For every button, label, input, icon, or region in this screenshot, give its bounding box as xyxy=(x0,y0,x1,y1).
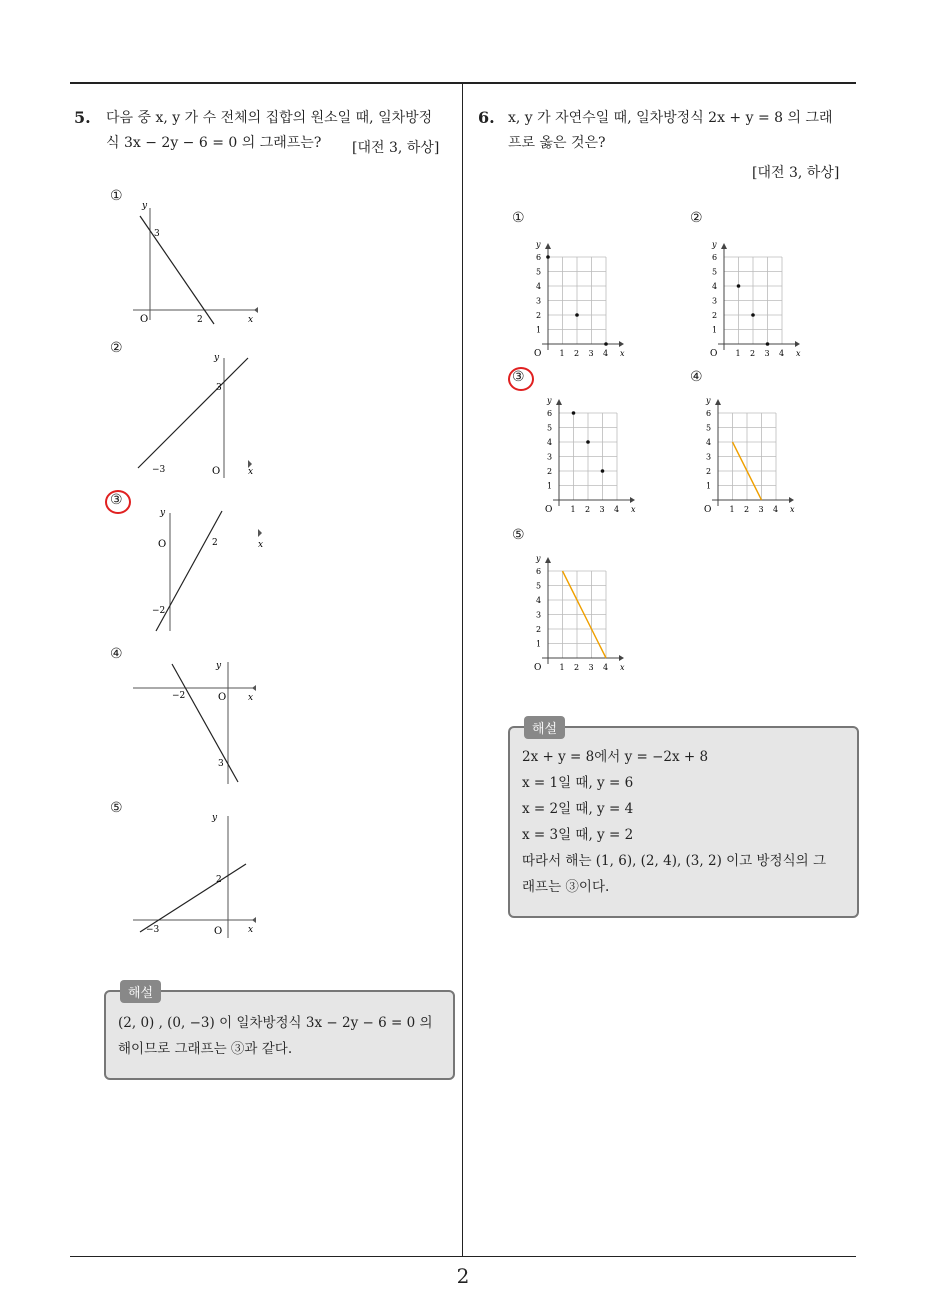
y-tick-label: 6 xyxy=(536,567,542,576)
data-point xyxy=(737,284,741,288)
column-divider xyxy=(462,84,463,1256)
q5-graph-1 xyxy=(128,198,268,328)
y-tick-label: 5 xyxy=(547,423,553,433)
x-label: x xyxy=(248,925,254,935)
q5-meta: [대전 3, 하상] xyxy=(352,140,440,156)
origin-label: O xyxy=(212,466,221,477)
q6-option-5[interactable]: ⑤ xyxy=(512,527,525,543)
x-axis-arrow xyxy=(258,529,262,537)
y-label: y xyxy=(712,240,717,249)
y-tick-label: 3 xyxy=(536,296,542,306)
y-tick-label: 5 xyxy=(536,267,542,277)
x-axis-arrow xyxy=(789,497,794,503)
y-label: y xyxy=(214,353,220,363)
y-axis-arrow xyxy=(545,243,551,249)
q5-option-1[interactable]: ① xyxy=(110,188,123,204)
y-tick-label: 6 xyxy=(547,409,553,418)
x-axis-arrow xyxy=(619,655,624,661)
x-axis-arrow xyxy=(252,917,256,923)
x-tick-label: 3 xyxy=(599,505,605,512)
data-point xyxy=(766,342,770,346)
q5-option-2[interactable]: ② xyxy=(110,340,123,356)
q5-option-5[interactable]: ⑤ xyxy=(110,800,123,816)
data-point xyxy=(751,313,755,317)
x-tick-label: 4 xyxy=(614,505,620,512)
x-tick-label: 2 xyxy=(574,663,580,670)
q6-option-2[interactable]: ② xyxy=(690,210,703,226)
x-label: x xyxy=(248,693,254,703)
top-rule xyxy=(70,82,856,84)
q5-graph-4 xyxy=(128,658,268,788)
q6-graph-4 xyxy=(700,382,815,512)
y-tick-label: 1 xyxy=(706,481,712,491)
x-label: x xyxy=(796,349,801,356)
q5-graph-3 xyxy=(128,505,278,635)
x-intercept-label: −2 xyxy=(172,691,186,701)
data-point xyxy=(604,342,608,346)
bottom-rule xyxy=(70,1256,856,1257)
data-point xyxy=(546,255,550,259)
q5-solution-box xyxy=(104,990,455,1080)
q5-option-3[interactable]: ③ xyxy=(110,492,123,508)
x-tick-label: 3 xyxy=(764,349,770,356)
y-tick-label: 2 xyxy=(706,467,712,476)
q6-meta: [대전 3, 하상] xyxy=(752,165,840,181)
origin-label: O xyxy=(534,349,542,356)
q6-option-3[interactable]: ③ xyxy=(512,369,525,385)
x-axis-arrow xyxy=(619,341,624,347)
x-tick-label: 1 xyxy=(729,505,735,512)
x-tick-label: 1 xyxy=(559,349,565,356)
x-label: x xyxy=(258,540,264,550)
y-label: y xyxy=(547,396,552,405)
y-tick-label: 6 xyxy=(706,409,712,418)
x-tick-label: 1 xyxy=(735,349,741,356)
y-tick-label: 2 xyxy=(547,467,553,476)
y-tick-label: 1 xyxy=(536,639,542,649)
y-tick-label: 6 xyxy=(536,253,542,262)
x-intercept-label: 2 xyxy=(212,538,218,548)
origin-label: O xyxy=(214,926,223,937)
y-intercept-label: 3 xyxy=(218,759,224,769)
q6-solution-line-1: 2x + y = 8에서 y = −2x + 8 xyxy=(522,749,709,765)
y-tick-label: 4 xyxy=(547,438,553,447)
data-point xyxy=(572,411,576,415)
y-tick-label: 2 xyxy=(536,625,542,634)
y-label: y xyxy=(536,240,541,249)
x-tick-label: 4 xyxy=(603,663,609,670)
graph-line xyxy=(140,864,246,932)
y-tick-label: 4 xyxy=(536,596,542,605)
q6-text xyxy=(508,106,858,156)
y-label: y xyxy=(142,201,148,211)
y-label: y xyxy=(216,661,222,671)
origin-label: O xyxy=(545,505,553,512)
q5-option-4[interactable]: ④ xyxy=(110,646,123,662)
y-tick-label: 3 xyxy=(712,296,718,306)
q6-text-line1: x, y 가 자연수일 때, 일차방정식 2x + y = 8 의 그래 xyxy=(508,110,833,126)
x-tick-label: 3 xyxy=(758,505,764,512)
q6-option-4[interactable]: ④ xyxy=(690,369,703,385)
q6-graph-1 xyxy=(530,226,645,356)
y-tick-label: 3 xyxy=(536,610,542,620)
q6-solution-line-2: x = 1일 때, y = 6 xyxy=(522,775,634,791)
y-tick-label: 2 xyxy=(712,311,718,320)
q5-solution-tag: 해설 xyxy=(120,980,161,1003)
x-tick-label: 3 xyxy=(588,663,594,670)
x-axis-arrow xyxy=(252,685,256,691)
x-tick-label: 2 xyxy=(750,349,756,356)
x-tick-label: 3 xyxy=(588,349,594,356)
x-label: x xyxy=(631,505,636,512)
x-axis-arrow xyxy=(630,497,635,503)
origin-label: O xyxy=(704,505,712,512)
x-axis-arrow xyxy=(795,341,800,347)
y-tick-label: 4 xyxy=(712,282,718,291)
y-axis-arrow xyxy=(545,557,551,563)
y-tick-label: 4 xyxy=(706,438,712,447)
x-intercept-label: −3 xyxy=(146,925,160,935)
y-tick-label: 1 xyxy=(547,481,553,491)
y-intercept-label: −2 xyxy=(152,606,166,616)
x-tick-label: 2 xyxy=(585,505,591,512)
q5-graph-5 xyxy=(128,812,268,942)
y-label: y xyxy=(706,396,711,405)
y-tick-label: 3 xyxy=(706,452,712,462)
y-tick-label: 3 xyxy=(547,452,553,462)
y-tick-label: 5 xyxy=(706,423,712,433)
q6-solution-line-3: x = 2일 때, y = 4 xyxy=(522,801,634,817)
x-tick-label: 4 xyxy=(773,505,779,512)
q6-solution-line-6: 래프는 ③이다. xyxy=(522,879,610,895)
q5-graph-2 xyxy=(128,350,268,480)
q6-solution-box xyxy=(508,726,859,918)
x-label: x xyxy=(790,505,795,512)
y-label: y xyxy=(212,813,218,823)
y-intercept-label: 3 xyxy=(216,383,222,393)
q6-solution-line-4: x = 3일 때, y = 2 xyxy=(522,827,634,843)
graph-line xyxy=(156,511,222,631)
q6-solution-line-5: 따라서 해는 (1, 6), (2, 4), (3, 2) 이고 방정식의 그 xyxy=(522,853,826,869)
y-intercept-label: 3 xyxy=(154,229,160,239)
x-intercept-label: 2 xyxy=(197,315,203,325)
q6-graph-2 xyxy=(706,226,821,356)
x-label: x xyxy=(248,315,254,325)
data-point xyxy=(601,469,605,473)
q6-text-line2: 프로 옳은 것은? xyxy=(508,135,606,151)
y-tick-label: 2 xyxy=(536,311,542,320)
x-intercept-label: −3 xyxy=(152,465,166,475)
y-tick-label: 1 xyxy=(536,325,542,335)
y-axis-arrow xyxy=(715,399,721,405)
origin-label: O xyxy=(710,349,718,356)
page-number: 2 xyxy=(456,1264,470,1288)
q6-solution-tag: 해설 xyxy=(524,716,565,739)
q5-solution-line-2: 해이므로 그래프는 ③과 같다. xyxy=(118,1041,293,1057)
q6-option-1[interactable]: ① xyxy=(512,210,525,226)
x-axis-arrow xyxy=(254,307,258,313)
graph-line xyxy=(138,358,248,468)
q5-solution-line-1: (2, 0) , (0, −3) 이 일차방정식 3x − 2y − 6 = 0 의 xyxy=(118,1015,433,1031)
y-label: y xyxy=(160,508,166,518)
data-point xyxy=(575,313,579,317)
x-label: x xyxy=(620,663,625,670)
x-tick-label: 4 xyxy=(603,349,609,356)
y-tick-label: 1 xyxy=(712,325,718,335)
x-tick-label: 1 xyxy=(559,663,565,670)
y-axis-arrow xyxy=(556,399,562,405)
origin-label: O xyxy=(218,692,227,703)
y-label: y xyxy=(536,554,541,563)
y-tick-label: 6 xyxy=(712,253,718,262)
x-tick-label: 2 xyxy=(574,349,580,356)
q6-number: 6. xyxy=(478,108,495,127)
x-tick-label: 4 xyxy=(779,349,785,356)
q5-number: 5. xyxy=(74,108,91,127)
y-tick-label: 5 xyxy=(536,581,542,591)
y-axis-arrow xyxy=(721,243,727,249)
x-label: x xyxy=(620,349,625,356)
origin-label: O xyxy=(140,314,149,325)
y-tick-label: 4 xyxy=(536,282,542,291)
q6-graph-5 xyxy=(530,540,645,670)
q6-graph-3 xyxy=(541,382,656,512)
data-point xyxy=(586,440,590,444)
origin-label: O xyxy=(158,539,167,550)
y-intercept-label: 2 xyxy=(216,875,222,885)
q5-text-line2: 식 3x − 2y − 6 = 0 의 그래프는? xyxy=(106,135,322,151)
origin-label: O xyxy=(534,663,542,670)
x-tick-label: 2 xyxy=(744,505,750,512)
x-tick-label: 1 xyxy=(570,505,576,512)
q5-text-line1: 다음 중 x, y 가 수 전체의 집합의 원소일 때, 일차방정 xyxy=(106,110,433,126)
y-tick-label: 5 xyxy=(712,267,718,277)
x-label: x xyxy=(248,467,254,477)
graph-line xyxy=(140,216,214,324)
